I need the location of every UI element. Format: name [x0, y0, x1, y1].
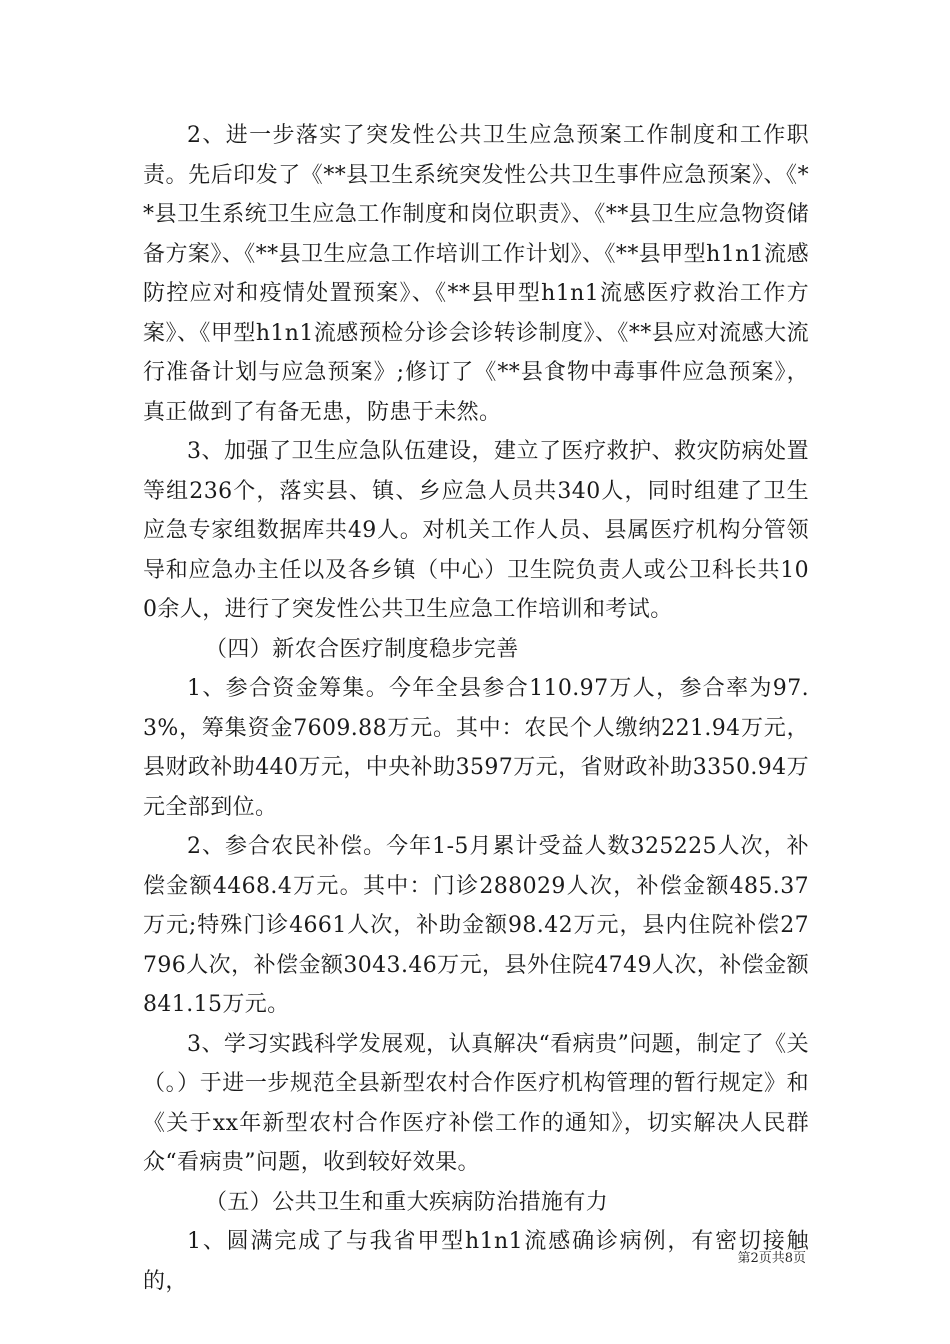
page-number: 第2页共8页: [737, 1251, 806, 1266]
paragraph-h1n1: 1、圆满完成了与我省甲型h1n1流感确诊病例，有密切接触的，: [143, 1229, 809, 1294]
section-heading-5: （五）公共卫生和重大疾病防治措施有力: [205, 1189, 609, 1215]
paragraph-fund-raising: 1、参合资金筹集。今年全县参合110.97万人，参合率为97.3%，筹集资金7609.88万元。其中：农民个人缴纳221.94万元，县财政补助440万元，中央补助3597万元，省财政补助3350.94万元全部到位。: [143, 676, 809, 820]
section-heading-4: （四）新农合医疗制度稳步完善: [205, 636, 519, 662]
paragraph-medical-cost: 3、学习实践科学发展观，认真解决“看病贵”问题，制定了《关（。）于进一步规范全县新型农村合作医疗机构管理的暂行规定》和《关于xx年新型农村合作医疗补偿工作的通知》，切实解决人民群众“看病贵”问题，收到较好效果。: [143, 1031, 809, 1175]
paragraph-emergency-plans: 2、进一步落实了突发性公共卫生应急预案工作制度和工作职责。先后印发了《**县卫生系统突发性公共卫生事件应急预案》、《**县卫生系统卫生应急工作制度和岗位职责》、《**县卫生应急物资储备方案》、《**县卫生应急工作培训工作计划》、《**县甲型h1n1流感防控应对和疫情处置预案》、《**县甲型h1n1流感医疗救治工作方案》、《甲型h1n1流感预检分诊会诊转诊制度》、《**县应对流感大流行准备计划与应急预案》;修订了《**县食物中毒事件应急预案》，真正做到了有备无患，防患于未然。: [143, 123, 809, 425]
paragraph-compensation: 2、参合农民补偿。今年1-5月累计受益人数325225人次，补偿金额4468.4万元。其中：门诊288029人次，补偿金额485.37万元;特殊门诊4661人次，补助金额98.42万元，县内住院补偿27796人次，补偿金额3043.46万元，县外住院4749人次，补偿金额841.15万元。: [143, 834, 809, 1017]
body-text: [143, 116, 809, 1301]
paragraph-emergency-team: 3、加强了卫生应急队伍建设，建立了医疗救护、救灾防病处置等组236个，落实县、镇、乡应急人员共340人，同时组建了卫生应急专家组数据库共49人。对机关工作人员、县属医疗机构分管领导和应急办主任以及各乡镇（中心）卫生院负责人或公卫科长共100余人，进行了突发性公共卫生应急工作培训和考试。: [143, 439, 809, 622]
